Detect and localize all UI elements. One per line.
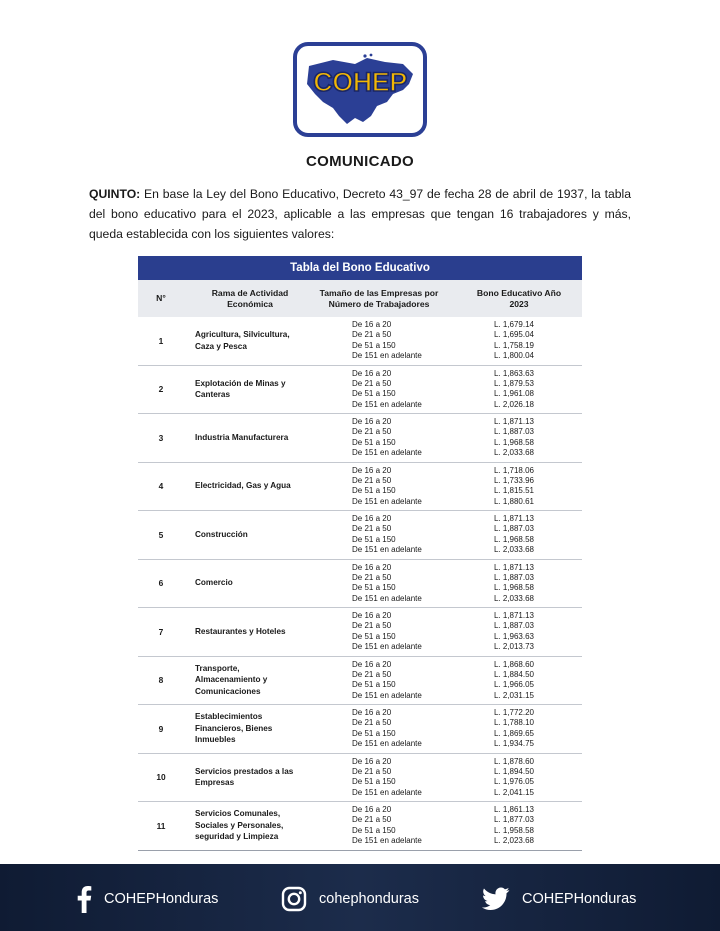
row-rama	[195, 608, 305, 655]
facebook-handle: COHEPHonduras	[104, 891, 219, 907]
bono-value: L. 1,961.08	[493, 389, 534, 399]
row-number: 9	[158, 723, 164, 734]
table-row	[138, 511, 582, 560]
size-range: De 151 en adelante	[352, 448, 422, 458]
bono-value: L. 1,968.58	[493, 534, 534, 544]
size-range: De 16 a 20	[352, 320, 392, 329]
row-rama	[195, 657, 305, 704]
bono-value: L. 1,976.05	[493, 777, 534, 787]
row-size-ranges	[352, 563, 452, 605]
bono-value: L. 1,871.13	[493, 562, 534, 572]
table-row	[138, 608, 582, 657]
size-range: De 16 a 20	[352, 562, 392, 572]
bono-value: L. 2,023.68	[493, 836, 534, 846]
facebook-icon	[76, 885, 92, 913]
facebook-link[interactable]	[76, 885, 218, 913]
bono-value: L. 2,033.68	[493, 448, 534, 458]
instagram-link[interactable]	[281, 885, 419, 913]
row-number: 3	[158, 432, 164, 443]
instagram-handle: cohephonduras	[319, 891, 419, 907]
row-bono-values	[468, 563, 534, 605]
svg-text:COHEP: COHEP	[313, 67, 407, 97]
size-range: De 51 a 150	[352, 583, 396, 593]
bono-value: L. 2,026.18	[493, 399, 534, 409]
row-bono-values	[468, 805, 534, 847]
table-body	[138, 317, 582, 851]
bono-value: L. 1,758.19	[493, 340, 534, 350]
row-size-ranges	[352, 805, 452, 847]
bono-value: L. 1,963.63	[493, 631, 534, 641]
rama-label: Explotación de Minas y Canteras	[195, 378, 286, 399]
size-range: De 16 a 20	[352, 417, 392, 426]
size-range: De 21 a 50	[352, 669, 392, 679]
bono-value: L. 2,041.15	[493, 787, 534, 797]
size-range: De 21 a 50	[352, 378, 392, 388]
size-range: De 16 a 20	[352, 659, 392, 669]
row-number: 7	[158, 626, 164, 637]
size-range: De 16 a 20	[352, 368, 392, 378]
rama-label: Restaurantes y Hoteles	[195, 626, 286, 636]
bono-value: L. 2,031.15	[493, 690, 534, 700]
row-size-ranges	[352, 514, 452, 556]
document-title: COMUNICADO	[306, 153, 414, 170]
bono-value: L. 1,887.03	[493, 572, 534, 582]
row-size-ranges	[352, 320, 452, 362]
size-range: De 21 a 50	[352, 330, 392, 340]
bono-value: L. 1,887.03	[493, 621, 534, 631]
header-num: N°	[156, 293, 166, 303]
bono-value: L. 1,733.96	[493, 475, 534, 485]
bono-value: L. 1,869.65	[493, 728, 534, 738]
rama-label: Construcción	[195, 529, 248, 539]
row-rama	[195, 366, 305, 413]
rama-label: Establecimientos Financieros, Bienes Inmuebles	[195, 712, 273, 745]
size-range: De 21 a 50	[352, 766, 392, 776]
size-range: De 51 a 150	[352, 728, 396, 738]
table-row	[138, 366, 582, 415]
bono-value: L. 1,871.13	[493, 417, 534, 426]
bono-value: L. 1,958.58	[493, 825, 534, 835]
row-rama	[195, 511, 305, 558]
bono-value: L. 1,772.20	[493, 708, 534, 717]
bono-value: L. 1,871.13	[493, 611, 534, 620]
header-rama: Rama de Actividad Económica	[211, 287, 289, 309]
row-bono-values	[468, 611, 534, 653]
row-number: 6	[158, 578, 164, 588]
size-range: De 151 en adelante	[352, 739, 422, 749]
rama-label: Transporte, Almacenamiento y Comunicaciones	[195, 663, 268, 696]
intro-text: En base la Ley del Bono Educativo, Decreto 43_97 de fecha 28 de abril de 1937, la tabla del bono educativo para el 2023, aplicable a las empresas que tengan 16 trabajadores y más, queda establecida con los siguientes valores:	[89, 187, 631, 241]
rama-label: Industria Manufacturera	[195, 432, 289, 442]
row-rama	[195, 414, 305, 461]
instagram-icon	[281, 886, 307, 912]
bono-value: L. 1,887.03	[493, 524, 534, 534]
row-number: 2	[158, 384, 164, 394]
table-row	[138, 802, 582, 851]
bono-value: L. 1,861.13	[493, 805, 534, 814]
bono-value: L. 1,815.51	[493, 486, 534, 496]
size-range: De 21 a 50	[352, 524, 392, 534]
size-range: De 151 en adelante	[352, 399, 422, 409]
cohep-logo-graphic	[293, 42, 427, 137]
size-range: De 151 en adelante	[352, 496, 422, 506]
size-range: De 16 a 20	[352, 611, 392, 620]
bono-value: L. 1,863.63	[493, 368, 534, 378]
twitter-icon	[482, 887, 510, 911]
bono-value: L. 1,880.61	[493, 496, 534, 506]
bono-value: L. 1,879.53	[493, 378, 534, 388]
table-title: Tabla del Bono Educativo	[138, 256, 582, 280]
row-rama	[195, 463, 305, 510]
row-bono-values	[468, 757, 534, 799]
size-range: De 21 a 50	[352, 621, 392, 631]
size-range: De 51 a 150	[352, 486, 396, 496]
table-row	[138, 463, 582, 512]
rama-label: Servicios Comunales, Sociales y Personales, seguridad y Limpieza	[195, 809, 284, 842]
row-size-ranges	[352, 757, 452, 799]
size-range: De 16 a 20	[352, 805, 392, 814]
row-number: 11	[156, 820, 166, 831]
table-row	[138, 414, 582, 463]
row-bono-values	[468, 466, 534, 508]
bono-value: L. 1,695.04	[493, 330, 534, 340]
bono-value: L. 1,718.06	[493, 465, 534, 475]
bono-value: L. 1,894.50	[493, 766, 534, 776]
bono-value: L. 1,887.03	[493, 427, 534, 437]
header-tamano: Tamaño de las Empresas por Número de Trabajadores	[319, 287, 439, 309]
row-bono-values	[468, 417, 534, 459]
row-number: 10	[156, 772, 166, 782]
header-bono: Bono Educativo Año 2023	[476, 287, 562, 309]
size-range: De 51 a 150	[352, 389, 396, 399]
bono-value: L. 1,966.05	[493, 680, 534, 690]
bono-value: L. 1,934.75	[493, 739, 534, 749]
bono-value: L. 1,878.60	[493, 756, 534, 766]
row-size-ranges	[352, 369, 452, 411]
bono-value: L. 2,013.73	[493, 642, 534, 652]
size-range: De 51 a 150	[352, 777, 396, 787]
row-size-ranges	[352, 417, 452, 459]
size-range: De 51 a 150	[352, 680, 396, 690]
bono-table	[138, 256, 582, 851]
bono-value: L. 1,868.60	[493, 659, 534, 669]
size-range: De 51 a 150	[352, 437, 396, 447]
bono-value: L. 1,968.58	[493, 437, 534, 447]
table-row	[138, 317, 582, 366]
size-range: De 16 a 20	[352, 514, 392, 523]
row-number: 4	[158, 481, 164, 491]
rama-label: Agricultura, Silvicultura, Caza y Pesca	[195, 330, 290, 351]
table-row	[138, 560, 582, 609]
row-rama	[195, 754, 305, 801]
rama-label: Servicios prestados a las Empresas	[195, 766, 294, 787]
size-range: De 51 a 150	[352, 534, 396, 544]
row-number: 5	[158, 529, 164, 540]
size-range: De 151 en adelante	[352, 351, 422, 361]
size-range: De 21 a 50	[352, 427, 392, 437]
twitter-link[interactable]	[482, 885, 636, 913]
social-footer	[0, 864, 720, 931]
row-number: 1	[158, 335, 164, 346]
size-range: De 51 a 150	[352, 631, 396, 641]
size-range: De 51 a 150	[352, 825, 396, 835]
size-range: De 151 en adelante	[352, 787, 422, 797]
size-range: De 151 en adelante	[352, 642, 422, 652]
size-range: De 21 a 50	[352, 572, 392, 582]
bono-value: L. 1,871.13	[493, 514, 534, 523]
size-range: De 21 a 50	[352, 815, 392, 825]
rama-label: Electricidad, Gas y Agua	[195, 481, 291, 491]
row-rama	[195, 705, 305, 752]
size-range: De 151 en adelante	[352, 593, 422, 603]
row-bono-values	[468, 369, 534, 411]
cohep-logo	[293, 42, 427, 137]
table-header-row	[138, 280, 582, 317]
row-size-ranges	[352, 660, 452, 702]
row-bono-values	[468, 660, 534, 702]
size-range: De 21 a 50	[352, 475, 392, 485]
row-size-ranges	[352, 708, 452, 750]
bono-value: L. 1,788.10	[493, 718, 534, 728]
bono-value: L. 1,800.04	[493, 351, 534, 361]
row-size-ranges	[352, 611, 452, 653]
row-bono-values	[468, 514, 534, 556]
table-row	[138, 657, 582, 706]
twitter-handle: COHEPHonduras	[522, 891, 637, 907]
row-rama	[195, 560, 305, 607]
bono-value: L. 2,033.68	[493, 593, 534, 603]
table-row	[138, 705, 582, 754]
size-range: De 151 en adelante	[352, 836, 422, 846]
row-bono-values	[468, 708, 534, 750]
size-range: De 51 a 150	[352, 340, 396, 350]
bono-value: L. 1,877.03	[493, 815, 534, 825]
row-number: 8	[158, 675, 164, 685]
size-range: De 151 en adelante	[352, 545, 422, 555]
rama-label: Comercio	[195, 578, 233, 588]
intro-paragraph	[89, 184, 631, 244]
bono-value: L. 1,884.50	[493, 669, 534, 679]
intro-lead: QUINTO:	[89, 187, 141, 201]
row-rama	[195, 802, 305, 849]
row-bono-values	[468, 320, 534, 362]
bono-value: L. 1,679.14	[493, 320, 534, 329]
size-range: De 16 a 20	[352, 465, 392, 475]
size-range: De 151 en adelante	[352, 690, 422, 700]
size-range: De 16 a 20	[352, 756, 392, 766]
size-range: De 21 a 50	[352, 718, 392, 728]
bono-value: L. 2,033.68	[493, 545, 534, 555]
row-rama	[195, 317, 305, 364]
row-size-ranges	[352, 466, 452, 508]
bono-value: L. 1,968.58	[493, 583, 534, 593]
table-row	[138, 754, 582, 803]
size-range: De 16 a 20	[352, 708, 392, 717]
